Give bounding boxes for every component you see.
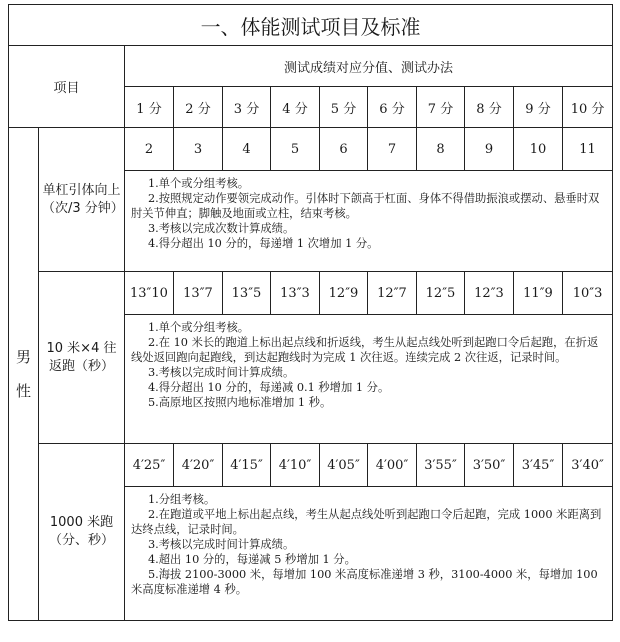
score-value: 3′55″ [417,444,465,487]
score-value: 9 [465,128,514,171]
score-value: 13″10 [125,272,174,315]
rule-line: 3.考核以完成次数计算成绩。 [147,222,295,235]
score-header: 8 分 [465,87,514,128]
score-value: 4′25″ [125,444,174,487]
score-header: 2 分 [174,87,223,128]
score-value: 4′20″ [174,444,223,487]
score-value: 3 [174,128,223,171]
score-header: 9 分 [514,87,563,128]
rule-line: 4.超出 10 分的，每递减 5 秒增加 1 分。 [147,553,356,566]
score-value: 4′00″ [368,444,417,487]
score-value: 12″9 [320,272,368,315]
score-value: 5 [271,128,320,171]
score-value: 13″7 [174,272,223,315]
gender-char: 男 [15,348,31,366]
rule-line: 2.在 10 米长的跑道上标出起点线和折返线，考生从起点线处听到起跑口令后起跑，在折返线处返回跑向起跑线，到达起跑线时为完成 1 次往返。连续完成 2 次往返，记录时间。 [131,336,599,364]
item-header: 项目 [9,46,125,128]
rule-line: 3.考核以完成时间计算成绩。 [147,538,295,551]
score-value: 4′05″ [320,444,368,487]
score-value: 7 [368,128,417,171]
score-value: 12″7 [368,272,417,315]
score-value: 2 [125,128,174,171]
score-header: 4 分 [271,87,320,128]
score-value: 3′45″ [514,444,563,487]
score-value: 3′50″ [465,444,514,487]
method-header: 测试成绩对应分值、测试办法 [125,46,613,87]
fitness-standards-table [8,4,613,621]
score-header: 10 分 [563,87,613,128]
score-header: 5 分 [320,87,368,128]
rule-line: 2.按照规定动作要领完成动作。引体时下颌高于杠面、身体不得借助振浪或摆动、悬垂时双肘关节伸直；脚触及地面或立柱，结束考核。 [131,192,600,220]
score-value: 10″3 [563,272,613,315]
score-header: 1 分 [125,87,174,128]
score-value: 13″3 [271,272,320,315]
score-value: 11″9 [514,272,563,315]
score-value: 4′15″ [223,444,271,487]
score-value: 4′10″ [271,444,320,487]
event-rules [125,315,613,444]
gender-char: 性 [15,382,31,400]
rule-line: 4.得分超出 10 分的，每递增 1 次增加 1 分。 [147,237,379,250]
event-rules [125,171,613,272]
rule-line: 5.海拔 2100-3000 米，每增加 100 米高度标准递增 3 秒，3100-4000 米，每增加 100 米高度标准递增 4 秒。 [131,568,598,596]
score-header: 7 分 [417,87,465,128]
score-value: 6 [320,128,368,171]
score-value: 3′40″ [563,444,613,487]
rule-line: 1.单个或分组考核。 [147,321,250,334]
score-header: 6 分 [368,87,417,128]
score-value: 12″5 [417,272,465,315]
rule-line: 3.考核以完成时间计算成绩。 [147,366,295,379]
rule-line: 5.高原地区按照内地标准增加 1 秒。 [147,396,332,409]
event-rules [125,487,613,621]
rule-line: 1.单个或分组考核。 [147,177,250,190]
rule-line: 4.得分超出 10 分的，每递减 0.1 秒增加 1 分。 [147,381,390,394]
page-title: 一、体能测试项目及标准 [9,5,613,46]
score-value: 4 [223,128,271,171]
score-value: 8 [417,128,465,171]
event-name: 10 米×4 往返跑（秒） [39,272,125,444]
score-value: 12″3 [465,272,514,315]
score-value: 10 [514,128,563,171]
score-header: 3 分 [223,87,271,128]
rule-line: 1.分组考核。 [147,493,216,506]
event-name: 单杠引体向上（次/3 分钟） [39,128,125,272]
event-name: 1000 米跑（分、秒） [39,444,125,621]
gender-label [9,128,39,621]
score-value: 13″5 [223,272,271,315]
rule-line: 2.在跑道或平地上标出起点线，考生从起点线处听到起跑口令后起跑，完成 1000 米距离到达终点线，记录时间。 [131,508,602,536]
score-value: 11 [563,128,613,171]
